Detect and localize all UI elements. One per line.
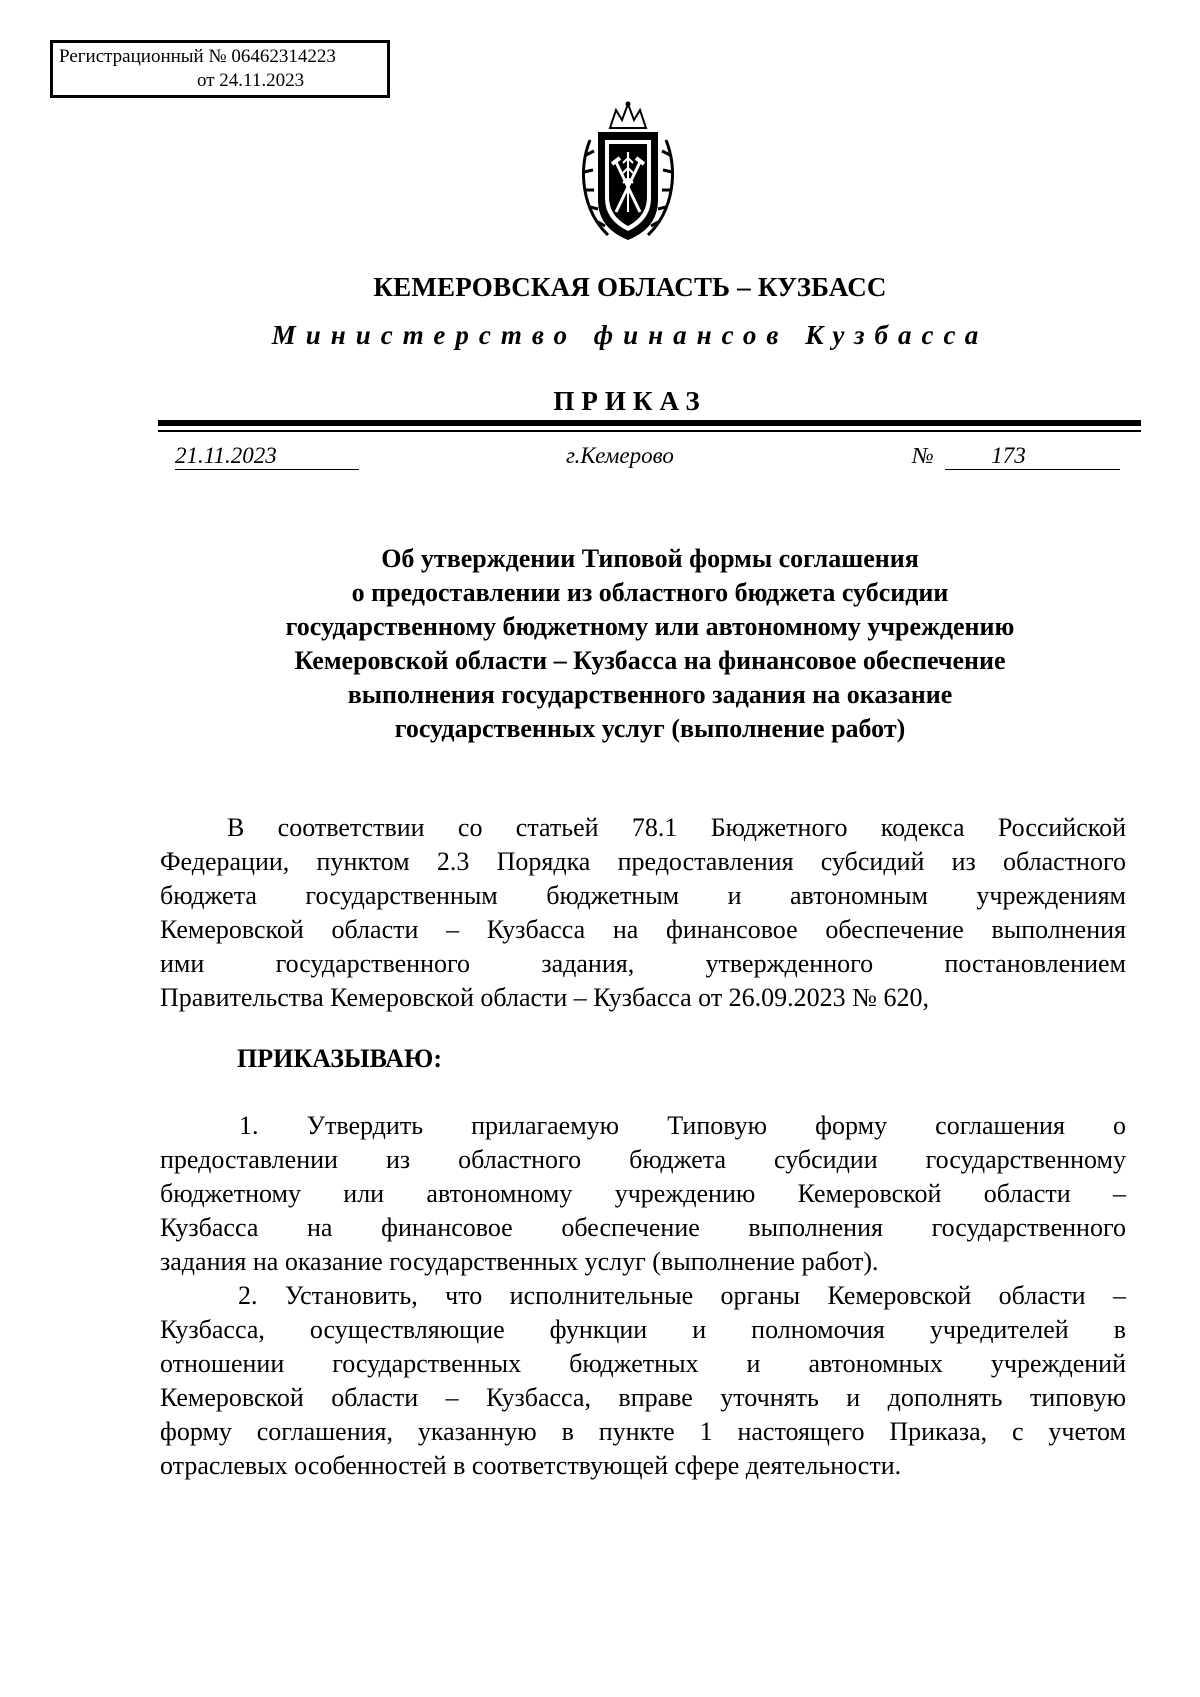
text-line: задания на оказание государственных услуг (выполнение работ). xyxy=(160,1247,879,1276)
document-heading xyxy=(160,542,1140,746)
text-line: В соответствии со статьей 78.1 Бюджетного кодекса Российской xyxy=(227,813,1126,842)
text-line: бюджета государственным бюджетным и автономным учреждениям xyxy=(160,881,1126,910)
registration-stamp xyxy=(50,40,390,98)
heading-line: государственных услуг (выполнение работ) xyxy=(394,714,906,743)
heading-line: Кемеровской области – Кузбасса на финансовое обеспечение xyxy=(294,646,1006,675)
preamble-paragraph xyxy=(160,811,1126,1015)
number-value: 173 xyxy=(945,443,1120,470)
order-items xyxy=(160,1109,1126,1483)
ministry-name: Министерство финансов Кузбасса xyxy=(271,320,989,350)
heading-line: Об утверждении Типовой формы соглашения xyxy=(381,544,919,573)
region-title: КЕМЕРОВСКАЯ ОБЛАСТЬ – КУЗБАСС xyxy=(373,272,887,302)
text-line: Федерации, пунктом 2.3 Порядка предоставления субсидий из областного xyxy=(160,847,1126,876)
text-line: Правительства Кемеровской области – Кузбасса от 26.09.2023 № 620, xyxy=(160,983,929,1012)
text-line: Кузбасса, осуществляющие функции и полномочия учредителей в xyxy=(160,1315,1126,1344)
text-line: Кемеровской области – Кузбасса на финансовое обеспечение выполнения xyxy=(160,915,1126,944)
heading-line: выполнения государственного задания на оказание xyxy=(347,680,953,709)
text-line: отношении государственных бюджетных и автономных учреждений xyxy=(160,1349,1126,1378)
registration-date: от 24.11.2023 xyxy=(197,70,305,91)
header-rule-thin xyxy=(158,430,1141,432)
text-line: Кузбасса на финансовое обеспечение выполнения государственного xyxy=(160,1213,1126,1242)
text-line: Кемеровской области – Кузбасса, вправе уточнять и дополнять типовую xyxy=(160,1383,1126,1412)
text-line: ими государственного задания, утвержденного постановлением xyxy=(160,949,1126,978)
registration-number: Регистрационный № 06462314223 xyxy=(59,46,336,67)
text-line: форму соглашения, указанную в пункте 1 настоящего Приказа, с учетом xyxy=(160,1417,1126,1446)
header-rule-thick xyxy=(158,420,1141,426)
text-line: 1. Утвердить прилагаемую Типовую форму соглашения о xyxy=(239,1111,1126,1140)
order-word: ПРИКАЗЫВАЮ: xyxy=(237,1044,442,1073)
document-type: ПРИКАЗ xyxy=(553,386,707,416)
order-number xyxy=(912,443,1120,470)
heading-line: государственному бюджетному или автономному учреждению xyxy=(285,612,1015,641)
text-line: отраслевых особенностей в соответствующей сфере деятельности. xyxy=(160,1451,902,1480)
text-line: предоставлении из областного бюджета субсидии государственному xyxy=(160,1145,1126,1174)
order-date: 21.11.2023 xyxy=(175,443,359,470)
text-line: бюджетному или автономному учреждению Кемеровской области – xyxy=(160,1179,1126,1208)
order-city: г.Кемерово xyxy=(566,443,674,468)
text-line: 2. Установить, что исполнительные органы Кемеровской области – xyxy=(238,1281,1126,1310)
heading-line: о предоставлении из областного бюджета субсидии xyxy=(351,578,949,607)
number-label: № xyxy=(912,443,934,468)
kuzbass-coat-of-arms-icon xyxy=(568,100,688,250)
